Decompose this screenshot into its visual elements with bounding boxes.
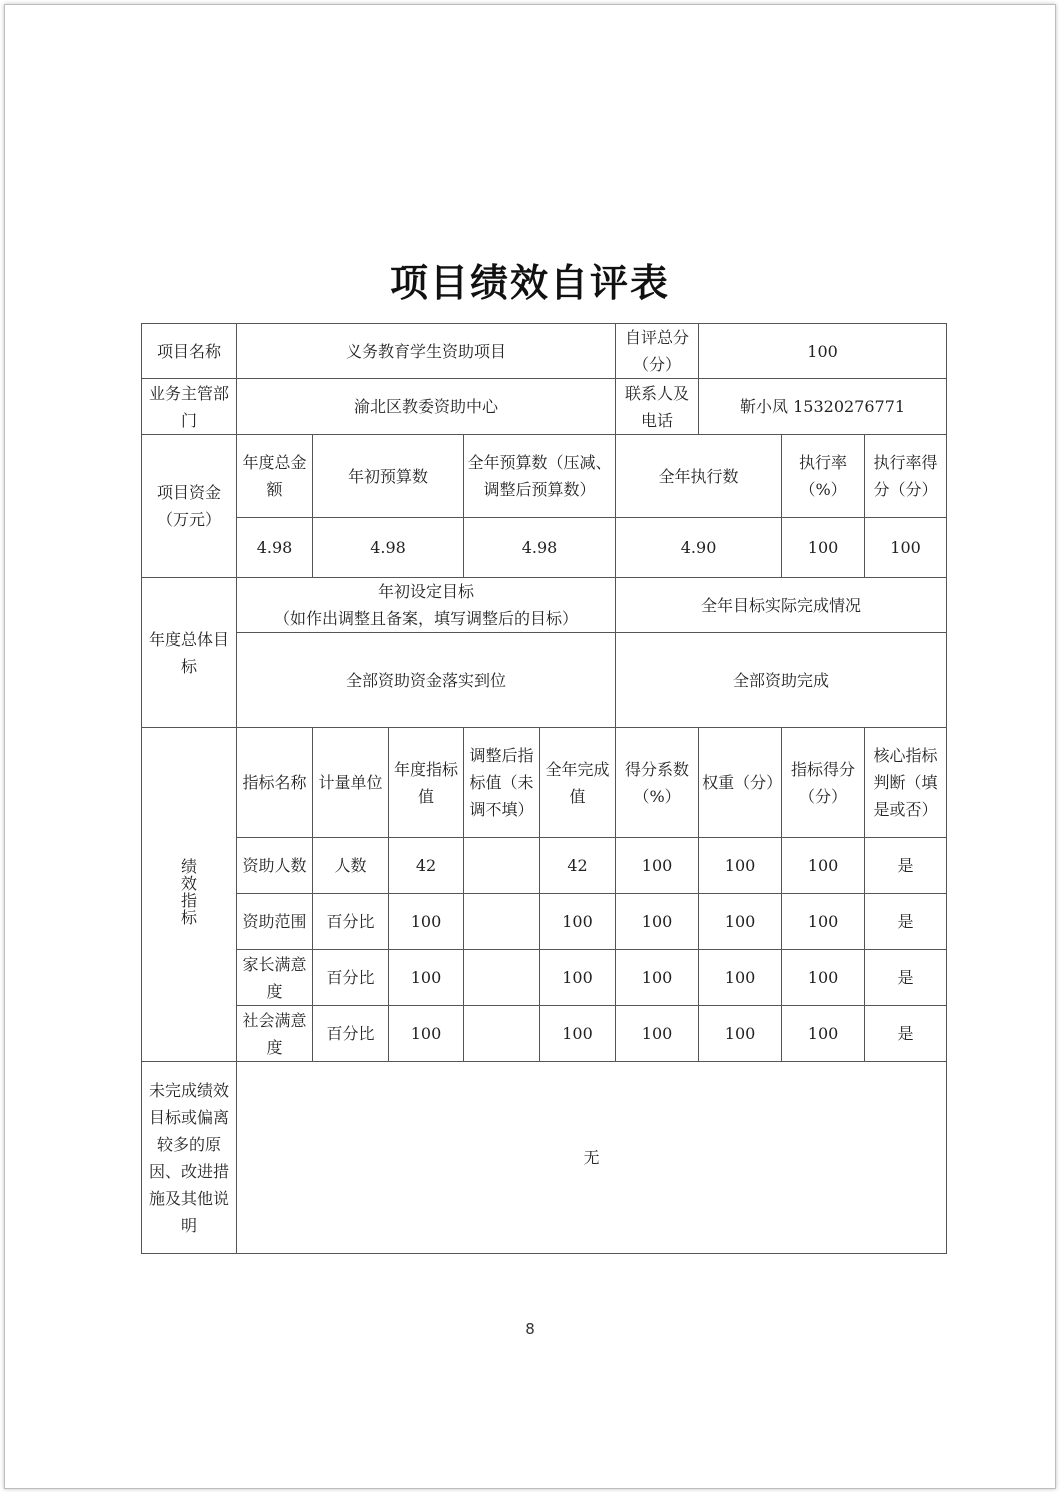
ind-cell-score-coef: 100	[616, 950, 699, 1006]
funds-header-exec-score: 执行率得分（分）	[865, 435, 947, 518]
dept-label: 业务主管部门	[142, 379, 237, 435]
ind-cell-core: 是	[865, 950, 947, 1006]
dept-value: 渝北区教委资助中心	[237, 379, 616, 435]
row-reasons	[142, 1062, 947, 1254]
row-goals-values	[142, 633, 947, 728]
row-department	[142, 379, 947, 435]
ind-header-score-coef: 得分系数（%）	[616, 728, 699, 838]
row-indicators-header	[142, 728, 947, 838]
goals-set-header-line2: （如作出调整且备案，填写调整后的目标）	[274, 609, 579, 628]
funds-header-executed: 全年执行数	[616, 435, 782, 518]
indicators-label-text: 绩效指标	[180, 857, 197, 927]
table-row	[142, 950, 947, 1006]
goals-set-header	[237, 578, 616, 633]
ind-cell-adjusted-target	[464, 894, 540, 950]
funds-header-exec-rate: 执行率（%）	[782, 435, 865, 518]
ind-cell-core: 是	[865, 894, 947, 950]
row-funds-header	[142, 435, 947, 518]
ind-cell-name: 资助人数	[237, 838, 313, 894]
row-project-name	[142, 324, 947, 379]
ind-header-adjusted-target: 调整后指标值（未调不填）	[464, 728, 540, 838]
ind-cell-adjusted-target	[464, 1006, 540, 1062]
contact-label: 联系人及电话	[616, 379, 699, 435]
funds-value-annual-total: 4.98	[237, 518, 313, 578]
goals-label: 年度总体目标	[142, 578, 237, 728]
project-name-label: 项目名称	[142, 324, 237, 379]
ind-cell-completed: 100	[540, 894, 616, 950]
table-row	[142, 838, 947, 894]
ind-header-core: 核心指标判断（填是或否）	[865, 728, 947, 838]
ind-cell-score: 100	[782, 894, 865, 950]
page-number: 8	[525, 1320, 535, 1338]
ind-header-annual-target: 年度指标值	[389, 728, 464, 838]
self-score-label: 自评总分（分）	[616, 324, 699, 379]
table-row	[142, 894, 947, 950]
funds-header-adjusted-budget: 全年预算数（压减、调整后预算数）	[464, 435, 616, 518]
table-row	[142, 1006, 947, 1062]
indicators-label	[142, 728, 237, 1062]
ind-header-name: 指标名称	[237, 728, 313, 838]
ind-cell-unit: 百分比	[313, 894, 389, 950]
ind-cell-score-coef: 100	[616, 894, 699, 950]
ind-cell-name: 社会满意度	[237, 1006, 313, 1062]
funds-header-annual-total: 年度总金额	[237, 435, 313, 518]
funds-value-adjusted-budget: 4.98	[464, 518, 616, 578]
funds-value-exec-score: 100	[865, 518, 947, 578]
ind-cell-weight: 100	[699, 894, 782, 950]
funds-label: 项目资金（万元）	[142, 435, 237, 578]
ind-cell-score: 100	[782, 950, 865, 1006]
funds-header-initial-budget: 年初预算数	[313, 435, 464, 518]
ind-cell-annual-target: 100	[389, 894, 464, 950]
ind-cell-score-coef: 100	[616, 1006, 699, 1062]
goals-actual-header: 全年目标实际完成情况	[616, 578, 947, 633]
funds-value-initial-budget: 4.98	[313, 518, 464, 578]
ind-cell-score: 100	[782, 1006, 865, 1062]
ind-header-unit: 计量单位	[313, 728, 389, 838]
goals-actual-value: 全部资助完成	[616, 633, 947, 728]
ind-cell-annual-target: 100	[389, 1006, 464, 1062]
ind-cell-adjusted-target	[464, 950, 540, 1006]
ind-cell-annual-target: 42	[389, 838, 464, 894]
contact-value: 靳小凤 15320276771	[699, 379, 947, 435]
ind-cell-score: 100	[782, 838, 865, 894]
reasons-value: 无	[237, 1062, 947, 1254]
ind-cell-core: 是	[865, 1006, 947, 1062]
reasons-label: 未完成绩效目标或偏离较多的原因、改进措施及其他说明	[142, 1062, 237, 1254]
project-name-value: 义务教育学生资助项目	[237, 324, 616, 379]
goals-set-value: 全部资助资金落实到位	[237, 633, 616, 728]
ind-header-score: 指标得分（分）	[782, 728, 865, 838]
funds-value-exec-rate: 100	[782, 518, 865, 578]
ind-cell-annual-target: 100	[389, 950, 464, 1006]
ind-cell-completed: 42	[540, 838, 616, 894]
ind-cell-completed: 100	[540, 1006, 616, 1062]
ind-cell-weight: 100	[699, 1006, 782, 1062]
ind-cell-name: 资助范围	[237, 894, 313, 950]
ind-cell-adjusted-target	[464, 838, 540, 894]
ind-cell-name: 家长满意度	[237, 950, 313, 1006]
row-funds-values	[142, 518, 947, 578]
ind-cell-weight: 100	[699, 838, 782, 894]
goals-set-header-line1: 年初设定目标	[378, 582, 475, 601]
ind-cell-core: 是	[865, 838, 947, 894]
ind-cell-unit: 百分比	[313, 1006, 389, 1062]
ind-header-weight: 权重（分）	[699, 728, 782, 838]
funds-value-executed: 4.90	[616, 518, 782, 578]
row-goals-header	[142, 578, 947, 633]
ind-header-completed: 全年完成值	[540, 728, 616, 838]
ind-cell-unit: 人数	[313, 838, 389, 894]
performance-form-table	[141, 323, 947, 1254]
page-title: 项目绩效自评表	[389, 261, 670, 305]
ind-cell-completed: 100	[540, 950, 616, 1006]
self-score-value: 100	[699, 324, 947, 379]
ind-cell-score-coef: 100	[616, 838, 699, 894]
ind-cell-weight: 100	[699, 950, 782, 1006]
ind-cell-unit: 百分比	[313, 950, 389, 1006]
